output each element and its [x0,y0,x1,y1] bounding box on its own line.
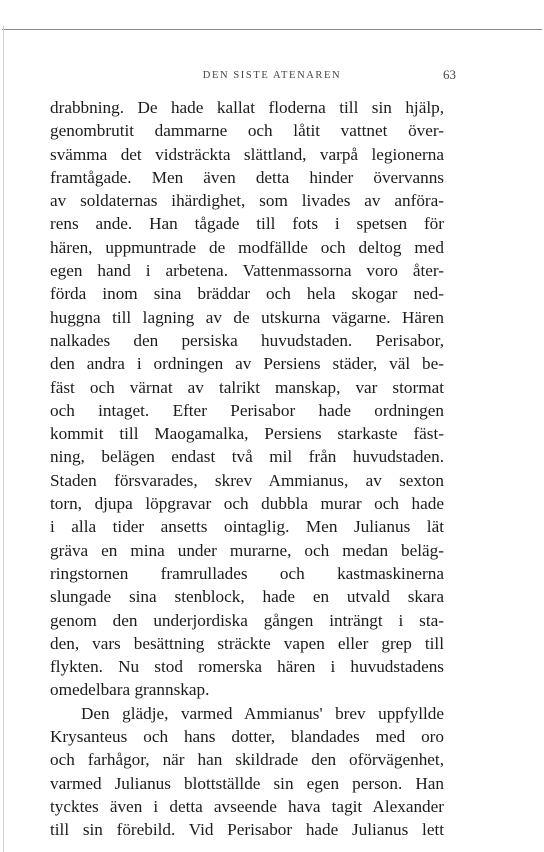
text-line: i alla tider ansetts ointaglig. Men Julianus lät [50,517,444,537]
page-number: 63 [443,67,456,82]
text-line: den andra i ordningen av Persiens städer, väl be- [50,354,444,374]
text-line: rens ande. Han tågade till fots i spetsen för [50,214,444,234]
text-line: till sin förebild. Vid Perisabor hade Julianus lett [50,820,444,840]
page-left-edge [3,26,4,852]
text-line: och farhågor, när han skildrade den oförvägenhet, [50,750,444,770]
text-line: drabbning. De hade kallat floderna till sin hjälp, [50,98,444,117]
text-line: egen hand i arbetena. Vattenmassorna voro åter- [50,261,444,281]
page-top-edge [2,29,542,30]
text-line: nalkades den persiska huvudstaden. Perisabor, [50,330,444,350]
text-line: Staden försvarades, skrev Ammianus, av sexton [50,470,444,490]
text-line: den, vars besättning sträckte vapen eller grep till [50,633,444,653]
text-line: och intaget. Efter Perisabor hade ordningen [50,400,444,420]
body-text [50,96,444,842]
text-line: Krysanteus och hans dotter, blandades med oro [50,727,444,747]
text-line: hären, uppmuntrade de modfällde och deltog med [50,237,444,257]
text-line: flykten. Nu stod romerska hären i huvudstadens [50,657,444,677]
paragraph-start-line: Den glädje, varmed Ammianus' brev uppfyllde [81,703,444,723]
running-title: DEN SISTE ATENAREN [202,70,342,81]
text-line: ringstornen framrullades och kastmaskinerna [50,563,444,583]
text-line: tycktes även i detta avseende hava tagit Alexander [50,796,444,816]
text-line: genom den underjordiska gången inträngt i sta- [50,610,444,630]
text-line: slungade sina stenblock, hade en utvald skara [50,587,444,607]
text-line: förda inom sina bräddar och hela skogar ned- [50,284,444,304]
text-line: fäst och värnat av talrikt manskap, var stormat [50,377,444,397]
text-line: varmed Julianus blottställde sin egen person. Han [50,773,444,793]
text-line: gräva en mina under murarne, och medan beläg- [50,540,444,560]
text-line: framtågade. Men även detta hinder övervanns [50,167,444,187]
text-line: huggna till lagning av de utskurna vägarne. Hären [50,307,444,327]
text-line: svämma det vidsträckta slättland, varpå legionerna [50,144,444,164]
paragraph-end-line: omedelbara grannskap. [50,680,210,700]
text-line: kommit till Maogamalka, Persiens starkaste fäst- [50,424,444,444]
text-line: av soldaternas ihärdighet, som livades av anföra- [50,191,444,211]
running-head [0,66,544,86]
text-line: ning, belägen endast två mil från huvudstaden. [50,447,444,467]
text-line: torn, djupa löpgravar och dubbla murar och hade [50,494,444,514]
text-line: genombrutit dammarne och låtit vattnet över- [50,121,444,141]
